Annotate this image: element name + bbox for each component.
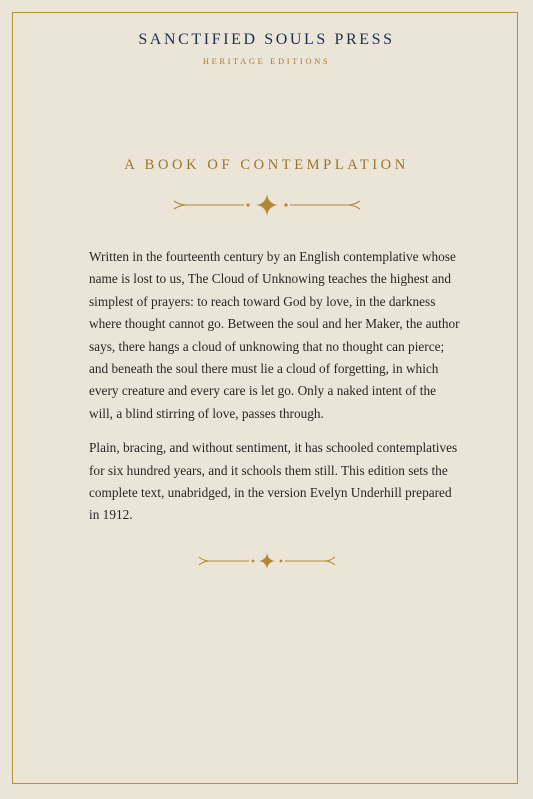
section-heading: A BOOK OF CONTEMPLATION xyxy=(124,157,409,173)
publisher-name: SANCTIFIED SOULS PRESS xyxy=(138,31,395,48)
paragraph-2: Plain, bracing, and without sentiment, it has schooled contemplatives for six hundred years, and it schools them still. This edition sets the complete text, unabridged, in the version Evelyn Underhill prepared in 1912. xyxy=(89,440,458,523)
paragraph-1: Written in the fourteenth century by an English contemplative whose name is lost to us, The Cloud of Unknowing teaches the highest and simplest of prayers: to reach toward God by love, in the darkness where thought cannot go. Between the soul and her Maker, the author says, there hangs a cloud of unknowing that no thought can pierce; and beneath the soul there must lie a cloud of forgetting, in which every creature and every care is let go. Only a naked intent of the will, a blind stirring of love, passes through. xyxy=(89,249,460,421)
star-ornament-small-icon xyxy=(0,551,533,576)
description-text xyxy=(89,246,461,539)
star-ornament-icon xyxy=(0,192,533,223)
imprint-name: HERITAGE EDITIONS xyxy=(202,56,331,66)
